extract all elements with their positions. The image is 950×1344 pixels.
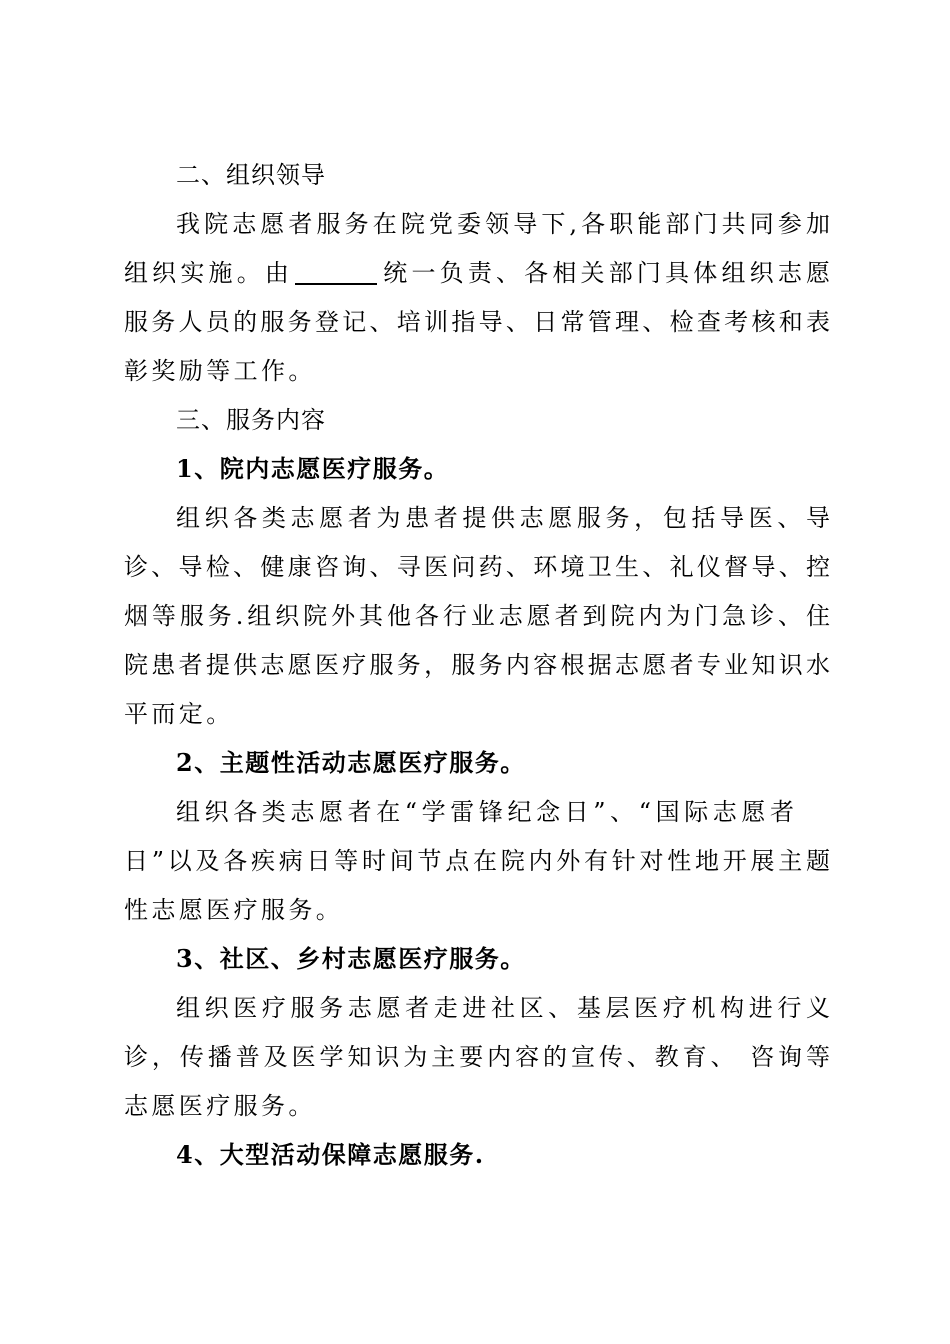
paragraph-line: 组织各类志愿者为患者提供志愿服务，包括导医、导 (176, 504, 830, 532)
item-title-in-hospital: 1、院内志愿医疗服务。 (176, 454, 450, 483)
paragraph-line: 彰奖励等工作。 (124, 357, 316, 385)
fill-in-blank (295, 259, 377, 285)
paragraph-line: 组织医疗服务志愿者走进社区、基层医疗机构进行义 (176, 994, 830, 1022)
section-heading-organization: 二、组织领导 (176, 161, 326, 189)
paragraph-line: 烟等服务.组织院外其他各行业志愿者到院内为门急诊、住 (124, 602, 830, 630)
paragraph-line: 我院志愿者服务在院党委领导下,各职能部门共同参加 (176, 210, 830, 238)
paragraph-line: 服务人员的服务登记、培训指导、日常管理、检查考核和表 (124, 308, 830, 336)
section-heading-service-content: 三、服务内容 (176, 406, 326, 434)
paragraph-line: 日”以及各疾病日等时间节点在院内外有针对性地开展主题 (124, 847, 830, 875)
paragraph-line: 志愿医疗服务。 (124, 1092, 316, 1120)
item-title-theme-activity: 2、主题性活动志愿医疗服务。 (176, 748, 526, 777)
item-title-large-events: 4、大型活动保障志愿服务. (176, 1140, 485, 1169)
paragraph-line: 院患者提供志愿医疗服务，服务内容根据志愿者专业知识水 (124, 651, 830, 679)
paragraph-line: 诊、导检、健康咨询、寻医问药、环境卫生、礼仪督导、控 (124, 553, 830, 581)
paragraph-line: 性志愿医疗服务。 (124, 896, 344, 924)
paragraph-line: 平而定。 (124, 700, 234, 728)
paragraph-text: 统一负责、各相关部门具体组织志愿 (379, 259, 831, 287)
paragraph-text: 组织实施。由 (124, 259, 294, 287)
paragraph-line: 诊，传播普及医学知识为主要内容的宣传、教育、 咨询等 (124, 1043, 830, 1071)
item-title-community: 3、社区、乡村志愿医疗服务。 (176, 944, 526, 973)
paragraph-line: 组织各类志愿者在“学雷锋纪念日”、“国际志愿者 (176, 798, 799, 826)
paragraph-line-with-blank (124, 258, 830, 288)
